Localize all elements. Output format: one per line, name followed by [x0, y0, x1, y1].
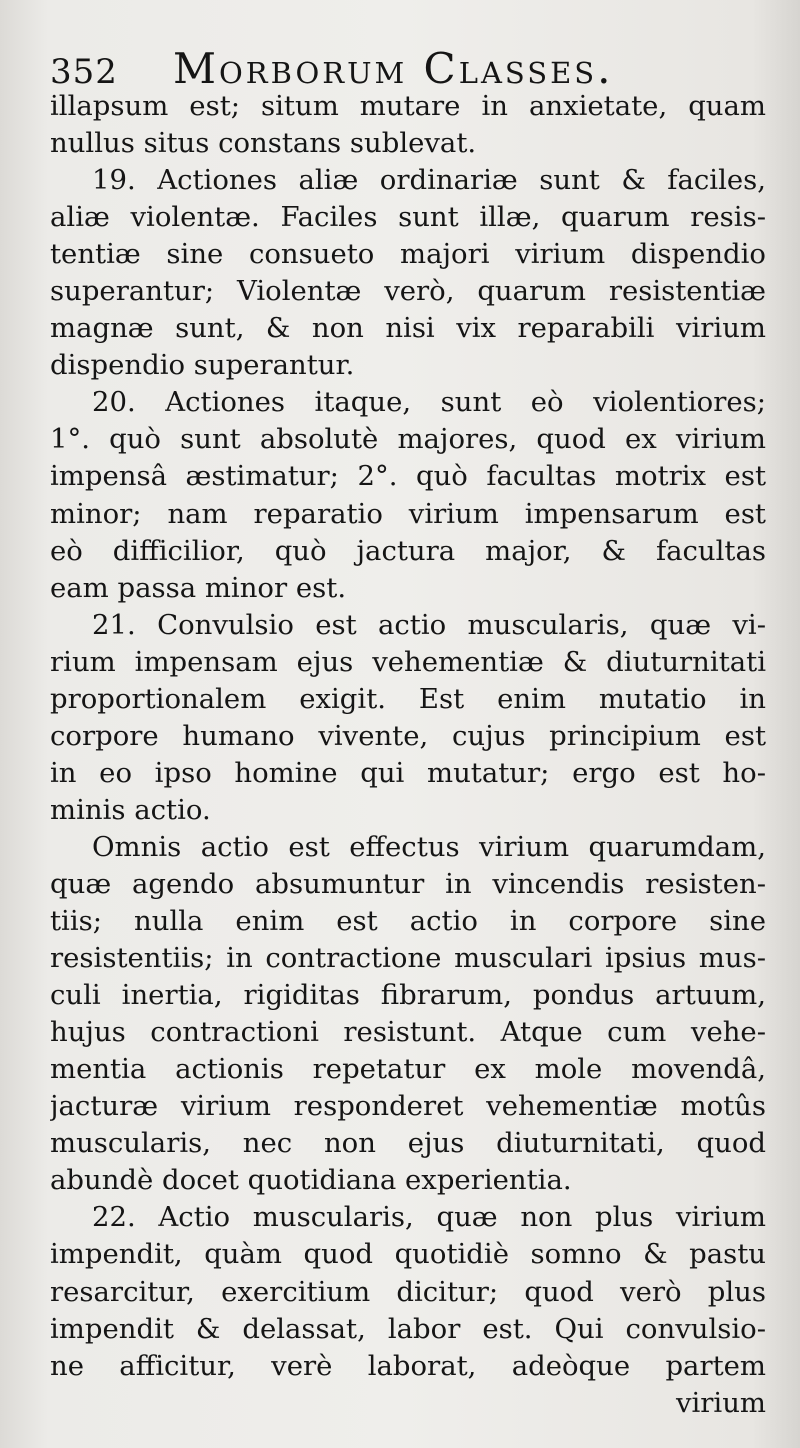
- text-line: tentiæ sine consueto majori virium dispendio: [50, 238, 766, 271]
- text-line: 19. Actiones aliæ ordinariæ sunt & faciles,: [92, 164, 766, 197]
- text-line: superantur; Violentæ verò, quarum resistentiæ: [50, 275, 766, 308]
- text-line: culi inertia, rigiditas fibrarum, pondus artuum,: [50, 979, 766, 1012]
- text-line: quæ agendo absumuntur in vincendis resisten-: [50, 867, 766, 900]
- text-line: corpore humano vivente, cujus principium est: [50, 719, 766, 752]
- text-line: resistentiis; in contractione musculari ipsius mus-: [50, 942, 766, 975]
- text-line: eò difficilior, quò jactura major, & facultas: [50, 534, 766, 567]
- text-line: impensâ æstimatur; 2°. quò facultas motrix est: [50, 460, 766, 493]
- text-line: impendit, quàm quod quotidiè somno & pastu: [50, 1238, 766, 1271]
- text-line: ne afficitur, verè laborat, adeòque partem: [50, 1349, 766, 1382]
- text-line: minis actio.: [50, 793, 211, 826]
- text-line: in eo ipso homine qui mutatur; ergo est ho-: [50, 756, 766, 789]
- page-body-text: [50, 88, 766, 1422]
- text-line: impendit & delassat, labor est. Qui convulsio-: [50, 1312, 766, 1345]
- text-line: illapsum est; situm mutare in anxietate, quam: [50, 90, 766, 122]
- text-line: mentia actionis repetatur ex mole movendâ,: [50, 1053, 766, 1086]
- text-line: jacturæ virium responderet vehementiæ motûs: [50, 1090, 766, 1123]
- text-line: tiis; nulla enim est actio in corpore sine: [50, 905, 766, 938]
- text-line: rium impensam ejus vehementiæ & diuturnitati: [50, 645, 766, 678]
- text-line: proportionalem exigit. Est enim mutatio in: [50, 682, 766, 715]
- text-line: eam passa minor est.: [50, 571, 347, 604]
- text-line: resarcitur, exercitium dicitur; quod verò plus: [50, 1275, 766, 1308]
- text-line: 20. Actiones itaque, sunt eò violentiores;: [92, 386, 766, 419]
- text-line: muscularis, nec non ejus diuturnitati, quod: [50, 1127, 766, 1160]
- catchword: virium: [675, 1386, 766, 1419]
- text-line: dispendio superantur.: [50, 349, 355, 382]
- text-line: abundè docet quotidiana experientia.: [50, 1164, 572, 1197]
- text-line: nullus situs constans sublevat.: [50, 127, 477, 160]
- page-header: [50, 40, 770, 94]
- text-line: Omnis actio est effectus virium quarumdam,: [92, 830, 766, 863]
- text-line: 22. Actio muscularis, quæ non plus virium: [92, 1201, 766, 1234]
- text-line: aliæ violentæ. Faciles sunt illæ, quarum resis-: [50, 201, 766, 234]
- text-line: hujus contractioni resistunt. Atque cum vehe-: [50, 1016, 766, 1049]
- text-line: minor; nam reparatio virium impensarum est: [50, 497, 766, 530]
- page-number: 352: [50, 52, 118, 92]
- text-line: magnæ sunt, & non nisi vix reparabili virium: [50, 312, 766, 345]
- text-line: 21. Convulsio est actio muscularis, quæ vi-: [92, 608, 766, 641]
- running-head: Morborum Classes.: [173, 44, 614, 93]
- text-line: 1°. quò sunt absolutè majores, quod ex virium: [50, 423, 766, 456]
